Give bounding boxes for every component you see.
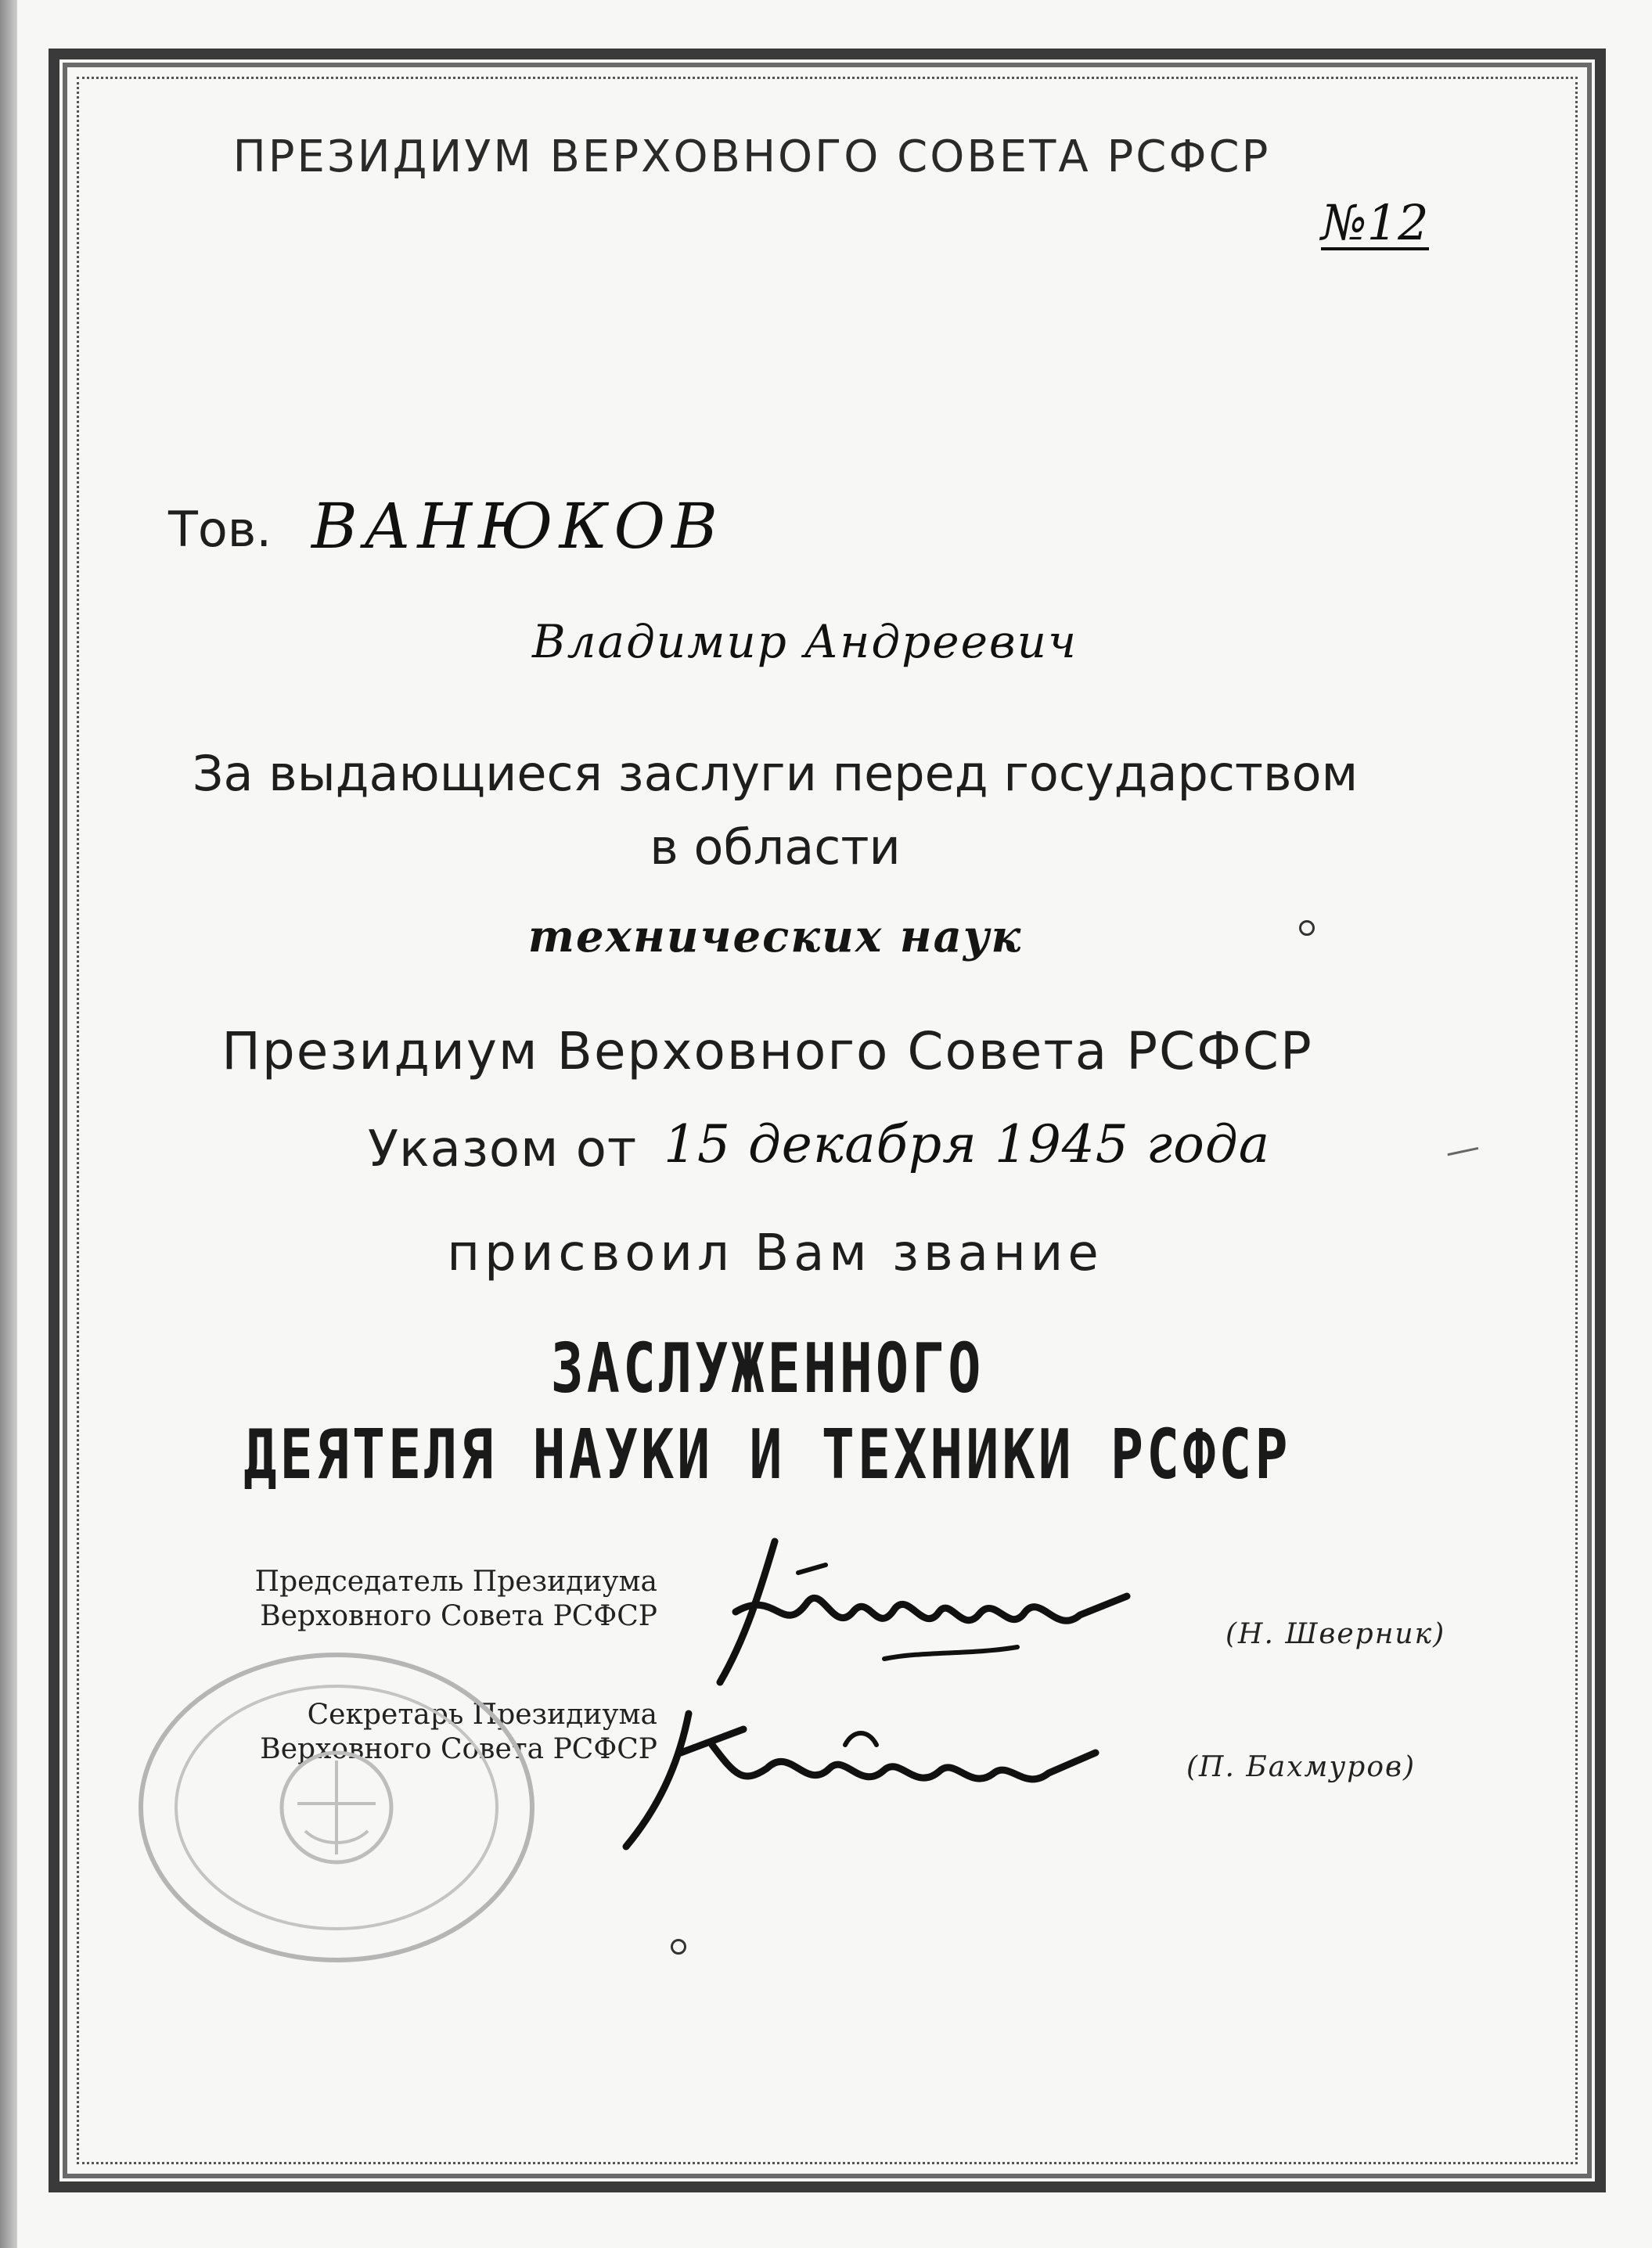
recipient-given-names: Владимир Андреевич: [532, 615, 1078, 668]
header-title: ПРЕЗИДИУМ ВЕРХОВНОГО СОВЕТА РСФСР: [232, 131, 1271, 182]
chairman-role: [157, 1565, 657, 1634]
scan-edge: [0, 0, 17, 2248]
document-number: №12: [1321, 194, 1429, 251]
chairman-signature: [689, 1518, 1174, 1698]
recipient-prefix: Тов.: [168, 501, 272, 558]
decree-label: Указом от: [368, 1120, 638, 1178]
chairman-role-line-1: Председатель Президиума: [254, 1566, 657, 1598]
honorary-title-line-1: ЗАСЛУЖЕННОГО: [550, 1328, 984, 1409]
secretary-role-line-2: Верховного Совета РСФСР: [260, 1733, 657, 1765]
chairman-name: (Н. Шверник): [1226, 1618, 1446, 1650]
punch-hole-upper: [1299, 920, 1315, 936]
chairman-role-line-2: Верховного Совета РСФСР: [260, 1600, 657, 1632]
secretary-name: (П. Бахмуров): [1186, 1751, 1416, 1783]
conferred-line: присвоил Вам звание: [447, 1225, 1103, 1282]
recipient-surname: ВАНЮКОВ: [311, 490, 724, 563]
secretary-signature: [610, 1698, 1119, 1862]
official-seal: [117, 1635, 556, 1980]
merit-line-2: в области: [650, 818, 901, 876]
issuer-line: Президиум Верховного Совета РСФСР: [221, 1021, 1313, 1081]
merit-line-1: За выдающиеся заслуги перед государством: [192, 745, 1359, 802]
secretary-role-line-1: Секретарь Президиума: [307, 1699, 657, 1731]
decree-date: 15 декабря 1945 года: [664, 1114, 1271, 1174]
punch-hole-lower: [671, 1939, 686, 1955]
honorary-title-line-2: ДЕЯТЕЛЯ НАУКИ И ТЕХНИКИ РСФСР: [243, 1414, 1291, 1495]
field-of-merit: технических наук: [527, 911, 1023, 962]
